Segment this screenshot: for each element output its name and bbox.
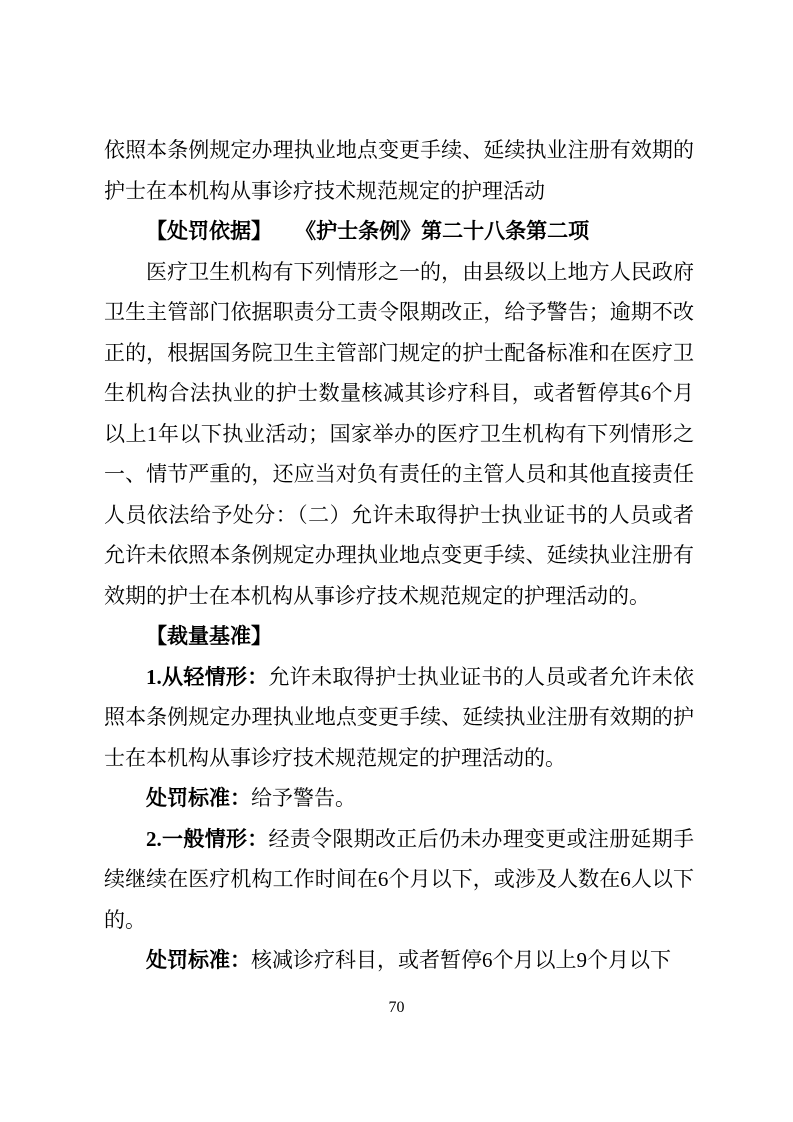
heading-discretion-benchmark [104, 616, 694, 657]
paragraph-general-circumstance [104, 819, 694, 941]
heading-label: 【处罚依据】 [146, 219, 272, 243]
heading-punishment-basis [104, 211, 694, 252]
paragraph-lead-label: 处罚标准： [146, 948, 251, 972]
paragraph-continuation [104, 130, 694, 211]
paragraph-mitigated-circumstance [104, 657, 694, 779]
paragraph-lead-label: 1.从轻情形： [146, 664, 269, 689]
heading-citation: 《护士条例》第二十八条第二项 [305, 219, 590, 243]
paragraph-text: 给予警告。 [251, 786, 356, 810]
paragraph-text: 医疗卫生机构有下列情形之一的，由县级以上地方人民政府卫生主管部门依据职责分工责令限期改正，给予警告；逾期不改正的，根据国务院卫生主管部门规定的护士配备标准和在医疗卫生机构合法执业的护士数量核减其诊疗科目，或者暂停其6个月以上1年以下执业活动；国家举办的医疗卫生机构有下列情形之一、情节严重的，还应当对负有责任的主管人员和其他直接责任人员依法给予处分：（二）允许未取得护士执业证书的人员或者允许未依照本条例规定办理执业地点变更手续、延续执业注册有效期的护士在本机构从事诊疗技术规范规定的护理活动的。 [104, 259, 694, 608]
paragraph-text: 允许未取得护士执业证书的人员或者允许未依照本条例规定办理执业地点变更手续、延续执业注册有效期的护士在本机构从事诊疗技术规范规定的护理活动的。 [104, 664, 695, 770]
paragraph-text: 经责令限期改正后仍未办理变更或注册延期手续继续在医疗机构工作时间在6个月以下，或涉及人数在6人以下的。 [104, 826, 695, 932]
paragraph-penalty-standard-2 [104, 940, 694, 981]
paragraph-text: 依照本条例规定办理执业地点变更手续、延续执业注册有效期的护士在本机构从事诊疗技术规范规定的护理活动 [104, 138, 694, 203]
paragraph-penalty-standard-1 [104, 778, 694, 819]
paragraph-punishment-basis-text [104, 252, 694, 617]
heading-label: 【裁量基准】 [146, 624, 272, 648]
paragraph-lead-label: 处罚标准： [146, 786, 251, 810]
paragraph-lead-label: 2.一般情形： [146, 826, 269, 851]
paragraph-text: 核减诊疗科目，或者暂停6个月以上9个月以下 [251, 948, 671, 972]
document-body [104, 130, 694, 981]
page-number: 70 [388, 999, 405, 1016]
